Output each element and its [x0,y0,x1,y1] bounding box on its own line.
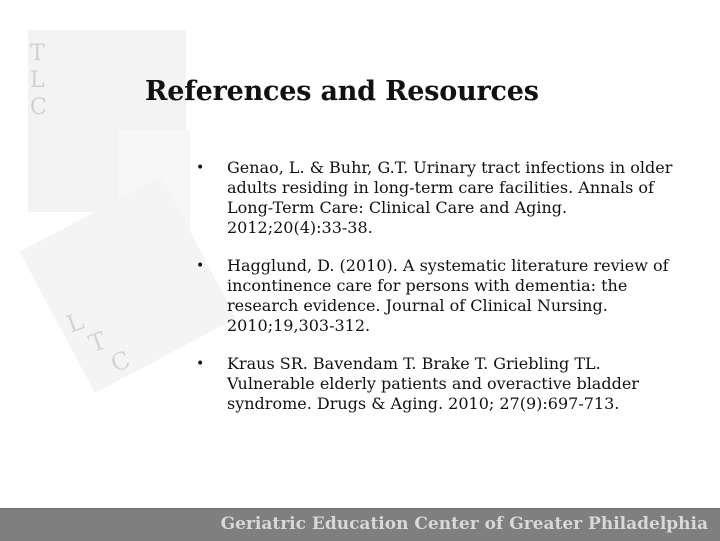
bullet-icon: • [196,258,205,274]
reference-list [196,158,676,432]
page-title: References and Resources [145,76,539,107]
reference-item [196,158,676,238]
bullet-icon: • [196,160,205,176]
bullet-icon: • [196,356,205,372]
reference-text: Hagglund, D. (2010). A systematic literature review of incontinence care for persons with dementia: the research evidence. Journal of Clinical Nursing. 2010;19,303-312. [227,256,669,335]
footer-bar [0,508,720,541]
reference-item [196,354,676,414]
reference-text: Kraus SR. Bavendam T. Brake T. Griebling TL. Vulnerable elderly patients and overactive bladder syndrome. Drugs & Aging. 2010; 27(9):697-713. [227,354,639,413]
watermark-letter: T [30,41,45,66]
watermark-letter: L [63,306,88,339]
watermark-letter: T [85,326,110,359]
reference-text: Genao, L. & Buhr, G.T. Urinary tract infections in older adults residing in long-term care facilities. Annals of Long-Term Care: Clinical Care and Aging. 2012;20(4):33-38. [227,158,673,237]
watermark-letter: L [30,68,45,93]
footer-text: Geriatric Education Center of Greater Philadelphia [220,514,708,534]
watermark-letter: C [30,95,47,120]
watermark-letter: C [107,345,134,378]
reference-item [196,256,676,336]
